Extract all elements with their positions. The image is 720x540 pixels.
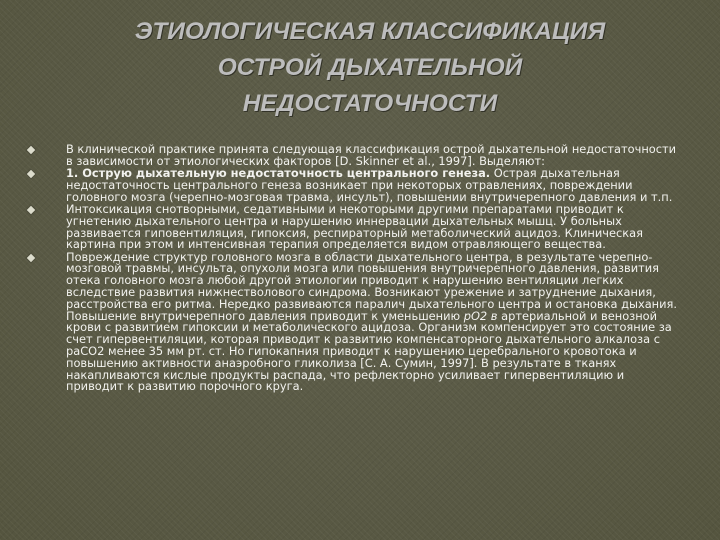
diamond-bullet-icon [27, 146, 35, 154]
bullet-lead-bold: 1. Острую дыхательную недостаточность центрального генеза. [66, 166, 491, 181]
diamond-bullet-icon [27, 170, 35, 178]
diamond-bullet-icon [27, 206, 35, 214]
slide-title [60, 14, 680, 122]
bullet-text-part-a: Повреждение структур головного мозга в области дыхательного центра, в результате черепно-мозговой травмы, инсульта, опухоли мозга или повышения внутричерепного давления, развития отека головного мозга любой другой этиологии приводит к нарушению вентиляции легких вследствие развития нижнестволового синдрома. Возникают урежение и затруднение дыхания, расстройства его ритма. Нередко развиваются паралич дыхательного центра и остановка дыхания. Повышение внутричерепного давления приводит к уменьшению [66, 249, 678, 323]
bullet-list [28, 144, 678, 394]
bullet-item-classification-intro [28, 144, 678, 168]
bullet-text: Острая дыхательная недостаточность центрального генеза возникает при некоторых отравлениях, повреждении головного мозга (черепно-мозговая травма, инсульт), повышении внутричерепного давления и т.п. [66, 166, 673, 204]
bullet-item-intoxication [28, 201, 678, 252]
bullet-item-central-genesis [28, 168, 678, 203]
slide-title-line-1: ЭТИОЛОГИЧЕСКАЯ КЛАССИФИКАЦИЯ [134, 18, 606, 45]
bullet-text-italic: рО2 в [463, 308, 498, 323]
slide-title-line-3: НЕДОСТАТОЧНОСТИ [242, 90, 498, 117]
bullet-text-part-b: артериальной и венозной крови с развитием гипоксии и метаболического ацидоза. Организм компенсирует это состояние за счет гипервентиляции, которая приводит к развитию компенсаторного дыхательного алкалоза с раСО2 менее 35 мм рт. ст. Но гипокапния приводит к нарушению церебрального кровотока и повышению активности анаэробного гликолиза [С. А. Сумин, 1997]. В результате в тканях накапливаются кислые продукты распада, что рефлекторно усиливает гипервентиляцию и приводит к развитию порочного круга. [66, 308, 672, 394]
diamond-bullet-icon [27, 253, 35, 261]
slide-title-line-2: ОСТРОЙ ДЫХАТЕЛЬНОЙ [217, 54, 523, 81]
bullet-text: В клинической практике принята следующая классификация острой дыхательной недостаточности в зависимости от этиологических факторов [D. Skinner et al., 1997]. Выделяют: [66, 142, 677, 168]
bullet-item-brain-damage [28, 249, 678, 394]
bullet-text: Интоксикация снотворными, седативными и некоторыми другими препаратами приводит к угнетению дыхательного центра и нарушению иннервации дыхательных мышц. У больных развивается гиповентиляция, гипоксия, респираторный метаболический ацидоз. Клиническая картина при этом и интенсивная терапия определяется видом отравляющего вещества. [66, 201, 643, 252]
